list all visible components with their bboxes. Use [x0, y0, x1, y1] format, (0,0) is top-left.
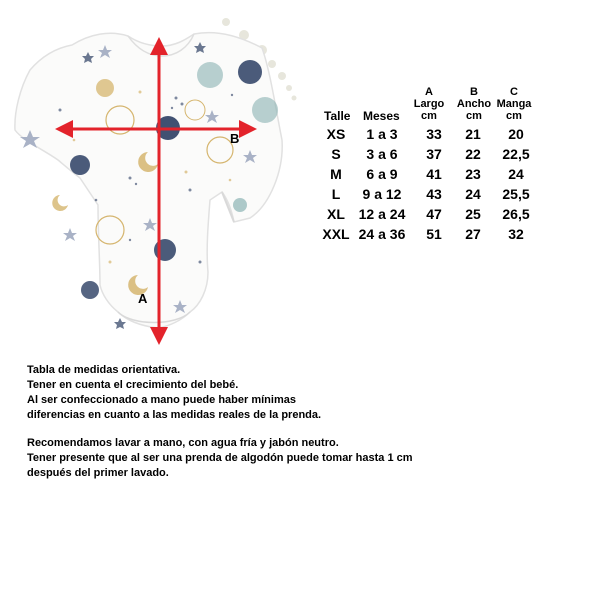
talle-cell: S	[331, 146, 341, 162]
talle-cell: XS	[326, 126, 346, 142]
talle-cell: XL	[327, 206, 345, 222]
column-manga	[496, 124, 536, 244]
ancho-cell: 23	[465, 166, 481, 182]
talle-cell: L	[331, 186, 341, 202]
ancho-cell: 27	[465, 226, 481, 242]
meses-cell: 9 a 12	[362, 186, 402, 202]
manga-cell: 24	[508, 166, 524, 182]
column-talle	[316, 124, 356, 244]
largo-cell: 43	[426, 186, 442, 202]
care-line: Recomendamos lavar a mano, con agua fría y jabón neutro.	[27, 437, 339, 449]
column-largo	[418, 124, 450, 244]
manga-cell: 20	[508, 126, 524, 142]
meses-cell: 12 a 24	[358, 206, 406, 222]
label-a: A	[138, 291, 148, 306]
ancho-cell: 25	[465, 206, 481, 222]
manga-cell: 25,5	[502, 186, 530, 202]
talle-cell: XXL	[322, 226, 350, 242]
meses-cell: 24 a 36	[358, 226, 406, 242]
note-line: Tabla de medidas orientativa.	[27, 364, 181, 376]
ancho-cell: 21	[465, 126, 481, 142]
column-meses	[354, 124, 410, 244]
meses-cell: 6 a 9	[366, 166, 398, 182]
meses-cell: 1 a 3	[366, 126, 398, 142]
meses-cell: 3 a 6	[366, 146, 398, 162]
largo-cell: 41	[426, 166, 442, 182]
column-ancho	[457, 124, 489, 244]
largo-cell: 51	[426, 226, 442, 242]
note-line: Al ser confeccionado a mano puede haber mínimas	[27, 394, 296, 406]
label-b: B	[230, 131, 240, 146]
note-line: Tener en cuenta el crecimiento del bebé.	[27, 379, 239, 391]
manga-cell: 32	[508, 226, 524, 242]
bodysuit-figure	[0, 0, 320, 345]
ancho-cell: 24	[465, 186, 481, 202]
largo-cell: 33	[426, 126, 442, 142]
bodysuit-illustration	[0, 0, 320, 345]
note-line: diferencias en cuanto a las medidas reales de la prenda.	[27, 409, 322, 421]
manga-cell: 22,5	[502, 146, 530, 162]
header-meses: Meses	[363, 109, 400, 123]
care-line: después del primer lavado.	[27, 467, 169, 479]
largo-cell: 47	[426, 206, 442, 222]
manga-cell: 26,5	[502, 206, 530, 222]
header-largo: A Largo cm	[413, 86, 445, 122]
care-line: Tener presente que al ser una prenda de algodón puede tomar hasta 1 cm	[27, 452, 413, 464]
header-talle: Talle	[324, 109, 351, 123]
header-manga: C Manga cm	[496, 86, 532, 122]
ancho-cell: 22	[465, 146, 481, 162]
talle-cell: M	[330, 166, 342, 182]
header-ancho: B Ancho cm	[456, 86, 492, 122]
largo-cell: 37	[426, 146, 442, 162]
